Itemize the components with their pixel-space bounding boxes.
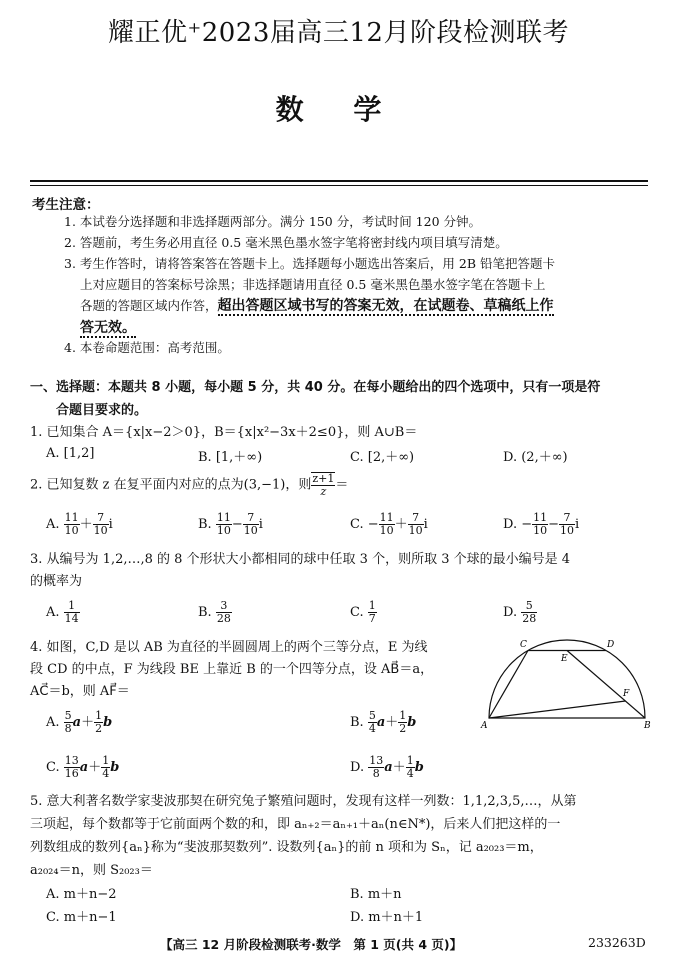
q3-stem-line2: 的概率为	[30, 574, 83, 589]
q5-option-d: D. m＋n＋1	[350, 910, 424, 925]
q2a-op: ＋	[79, 517, 93, 532]
q3a-d: 14	[64, 612, 79, 625]
q4c-pre: C.	[46, 760, 64, 775]
q2b-frac2	[243, 512, 259, 537]
note-2: 2. 答题前，考生务必用直径 0.5 毫米黑色墨水签字笔将密封线内项目填写清楚。	[64, 235, 508, 250]
q3a-pre: A.	[46, 605, 64, 620]
q2d-pre: D. −	[503, 517, 533, 532]
q4c-op: ＋	[88, 760, 102, 775]
exam-title: 耀正优⁺2023届高三12月阶段检测联考	[108, 18, 569, 48]
q4b-frac2	[398, 710, 407, 735]
q4d-frac1	[368, 755, 384, 780]
question-3-stem	[30, 549, 650, 593]
q2c-frac2	[408, 512, 424, 537]
header-rule-thick	[30, 180, 648, 182]
q2-option-c	[350, 512, 428, 537]
q4-semicircle-figure	[480, 636, 655, 734]
q3b-n: 3	[216, 600, 232, 613]
q4a-n2: 1	[95, 709, 103, 722]
semicircle-arc	[489, 640, 645, 718]
q2c-n1: 11	[379, 511, 394, 524]
q3d-d: 28	[522, 612, 537, 625]
q2-stem-num: z+1	[312, 472, 335, 485]
q2d-op: −	[548, 517, 560, 532]
note-3-line2: 上对应题目的答案标号涂黑；非选择题请用直径 0.5 毫米黑色墨水签字笔在答题卡上	[80, 277, 546, 292]
q4b-op: ＋	[385, 715, 399, 730]
q4-option-b	[350, 710, 416, 735]
q3-option-a	[46, 600, 80, 625]
question-2-stem	[30, 472, 650, 498]
q3b-frac	[216, 600, 232, 625]
note-3-line4	[64, 317, 654, 339]
q1-option-c: C. [2,＋∞)	[350, 450, 415, 465]
q4d-d2: 4	[406, 767, 414, 780]
label-f: F	[623, 689, 630, 699]
q2c-d1: 10	[379, 524, 394, 537]
q3b-d: 28	[216, 612, 231, 625]
q5-stem-line3: 列数组成的数列{aₙ}称为“斐波那契数列”. 设数列{aₙ}的前 n 项和为 Sₙ，记 a₂₀₂₃＝m，	[30, 840, 543, 855]
q5-option-c: C. m＋n−1	[46, 910, 117, 925]
q3d-pre: D.	[503, 605, 522, 620]
q4-option-d	[350, 755, 424, 780]
paper-code: 233263D	[588, 935, 646, 950]
q2-option-b	[198, 512, 263, 537]
q4b-n2: 1	[399, 709, 407, 722]
note-3-emphasis: 超出答题区域书写的答案无效，在试题卷、草稿纸上作	[217, 298, 554, 314]
q1-option-d: D. (2,＋∞)	[503, 450, 568, 465]
q5-option-a: A. m＋n−2	[46, 887, 117, 902]
q3a-n: 1	[64, 600, 80, 613]
q4b-pre: B.	[350, 715, 368, 730]
q2d-frac1	[532, 512, 548, 537]
q4c-d2: 4	[102, 767, 110, 780]
q3-option-d	[503, 600, 537, 625]
label-c: C	[520, 640, 527, 650]
q4c-d1: 16	[64, 767, 79, 780]
q3c-n: 1	[368, 599, 376, 612]
q4b-d2: 2	[399, 722, 407, 735]
q4d-v2: b	[414, 760, 424, 775]
label-b: B	[644, 721, 651, 731]
q2a-frac2	[93, 512, 109, 537]
note-3-line3-text: 各题的答题区域内作答，	[80, 298, 218, 313]
q4d-pre: D.	[350, 760, 369, 775]
q2c-i: i	[423, 517, 428, 532]
note-3-line3	[64, 295, 654, 317]
q4c-n2: 1	[102, 754, 110, 767]
q4-option-c	[46, 755, 119, 780]
q4a-d1: 8	[64, 722, 72, 735]
label-a: A	[481, 721, 488, 731]
q2b-d1: 10	[216, 524, 231, 537]
q3-stem-line1: 3. 从编号为 1,2,…,8 的 8 个形状大小都相同的球中任取 3 个，则所取 3 个球的最小编号是 4	[30, 552, 571, 567]
q3d-frac	[521, 600, 537, 625]
q2d-i: i	[575, 517, 580, 532]
q4a-frac2	[94, 710, 103, 735]
q2b-i: i	[258, 517, 263, 532]
q4-option-a	[46, 710, 112, 735]
q2-option-a	[46, 512, 113, 537]
q4d-frac2	[406, 755, 415, 780]
q4a-v1: a	[72, 715, 82, 730]
q4b-n1: 5	[368, 709, 376, 722]
q5-stem-line2: 三项起，每个数都等于它前面两个数的和，即 aₙ₊₂＝aₙ₊₁＋aₙ(n∈N*)，后来人们把这样的一	[30, 817, 561, 832]
q2d-n1: 11	[533, 511, 548, 524]
subject-title: 数 学	[275, 93, 402, 126]
q2a-d1: 10	[64, 524, 79, 537]
q2c-pre: C. −	[350, 517, 379, 532]
q4a-n1: 5	[64, 709, 72, 722]
q5-stem-line1: 5. 意大利著名数学家斐波那契在研究兔子繁殖问题时，发现有这样一列数：1,1,2,3,5,…，从第	[30, 794, 577, 809]
q3c-pre: C.	[350, 605, 368, 620]
q2a-i: i	[108, 517, 113, 532]
header-rule-thin	[30, 185, 648, 186]
q4a-v2: b	[103, 715, 113, 730]
q4d-v1: a	[384, 760, 393, 775]
q4c-v1: a	[79, 760, 89, 775]
q2b-n1: 11	[216, 511, 231, 524]
q4-stem-line1: 4. 如图，C,D 是以 AB 为直径的半圆圆周上的两个三等分点，E 为线	[30, 640, 428, 655]
q4-stem-line2: 段 CD 的中点，F 为线段 BE 上靠近 B 的一个四等分点，设 AB⃗＝a，	[30, 662, 434, 677]
notes-heading: 考生注意：	[32, 197, 100, 213]
q3a-frac	[64, 600, 80, 625]
q2b-n2: 7	[243, 512, 259, 525]
q4a-d2: 2	[95, 722, 103, 735]
q5-option-b: B. m＋n	[350, 887, 402, 902]
q4d-n2: 1	[406, 754, 414, 767]
question-4-stem	[30, 637, 480, 703]
question-1-stem: 1. 已知集合 A＝{x|x−2＞0}，B＝{x|x²−3x＋2≤0}，则 A∪B＝	[30, 425, 418, 440]
q5-stem-line4: a₂₀₂₄＝n，则 S₂₀₂₃＝	[30, 863, 153, 878]
q4c-v2: b	[110, 760, 120, 775]
segment-af	[489, 701, 626, 718]
q2c-n2: 7	[408, 512, 424, 525]
note-3-emphasis-end: 答无效。	[80, 320, 136, 336]
q2b-op: −	[231, 517, 243, 532]
q4a-op: ＋	[81, 715, 95, 730]
q2b-pre: B.	[198, 517, 216, 532]
q4c-frac2	[101, 755, 110, 780]
q2a-d2: 10	[93, 524, 108, 537]
q2a-frac1	[64, 512, 80, 537]
q4a-frac1	[64, 710, 73, 735]
q2d-d2: 10	[560, 524, 575, 537]
q4c-n1: 13	[64, 754, 79, 767]
label-d: D	[607, 640, 615, 650]
q4b-d1: 4	[368, 722, 376, 735]
q3d-n: 5	[521, 600, 537, 613]
q2c-op: ＋	[394, 517, 408, 532]
q3-option-b	[198, 600, 232, 625]
question-5-stem	[30, 790, 650, 882]
section-heading-line2: 合题目要求的。	[56, 403, 148, 418]
section-heading-line1: 一、选择题：本题共 8 小题，每小题 5 分，共 40 分。在每小题给出的四个选项中，只有一项是符	[30, 380, 601, 395]
q4a-pre: A.	[46, 715, 64, 730]
q2a-n1: 11	[64, 511, 79, 524]
q1-option-b: B. [1,＋∞)	[198, 450, 263, 465]
q4c-frac1	[64, 755, 80, 780]
q2-stem-den: z	[320, 485, 327, 498]
q2-stem-pre: 2. 已知复数 z 在复平面内对应的点为(3,−1)，则	[30, 477, 312, 493]
segment-be	[567, 651, 645, 719]
note-3-line1: 3. 考生作答时，请将答案答在答题卡上。选择题每小题选出答案后，用 2B 铅笔把答题卡	[64, 256, 555, 271]
q2d-n2: 7	[559, 512, 575, 525]
q2b-frac1	[216, 512, 232, 537]
q2a-n2: 7	[93, 512, 109, 525]
q4d-n1: 13	[369, 754, 384, 767]
q2d-frac2	[559, 512, 575, 537]
q4-stem-line3: AC⃗＝b，则 AF⃗＝	[30, 684, 130, 699]
q4b-v2: b	[407, 715, 417, 730]
page-footer: 【高三 12 月阶段检测联考·数学 第 1 页(共 4 页)】	[160, 937, 463, 952]
q3c-d: 7	[368, 612, 376, 625]
section-heading	[30, 376, 650, 422]
q4d-op: ＋	[392, 760, 406, 775]
q2-stem-fraction	[311, 472, 335, 498]
q4b-frac1	[368, 710, 377, 735]
q3-option-c	[350, 600, 377, 625]
label-e: E	[561, 654, 568, 664]
q3b-pre: B.	[198, 605, 216, 620]
q2b-d2: 10	[243, 524, 258, 537]
note-3	[64, 253, 654, 339]
q3c-frac	[368, 600, 377, 625]
q2c-d2: 10	[408, 524, 423, 537]
q4d-d1: 8	[372, 767, 380, 780]
q2c-frac1	[379, 512, 395, 537]
note-4: 4. 本卷命题范围：高考范围。	[64, 340, 230, 355]
q2a-pre: A.	[46, 517, 64, 532]
q1-option-a: A. [1,2]	[46, 446, 95, 461]
q4b-v1: a	[376, 715, 386, 730]
segment-ac	[489, 651, 528, 719]
q2d-d1: 10	[533, 524, 548, 537]
q2-stem-post: ＝	[335, 477, 349, 493]
note-1: 1. 本试卷分选择题和非选择题两部分。满分 150 分，考试时间 120 分钟。	[64, 214, 482, 229]
q2-option-d	[503, 512, 579, 537]
